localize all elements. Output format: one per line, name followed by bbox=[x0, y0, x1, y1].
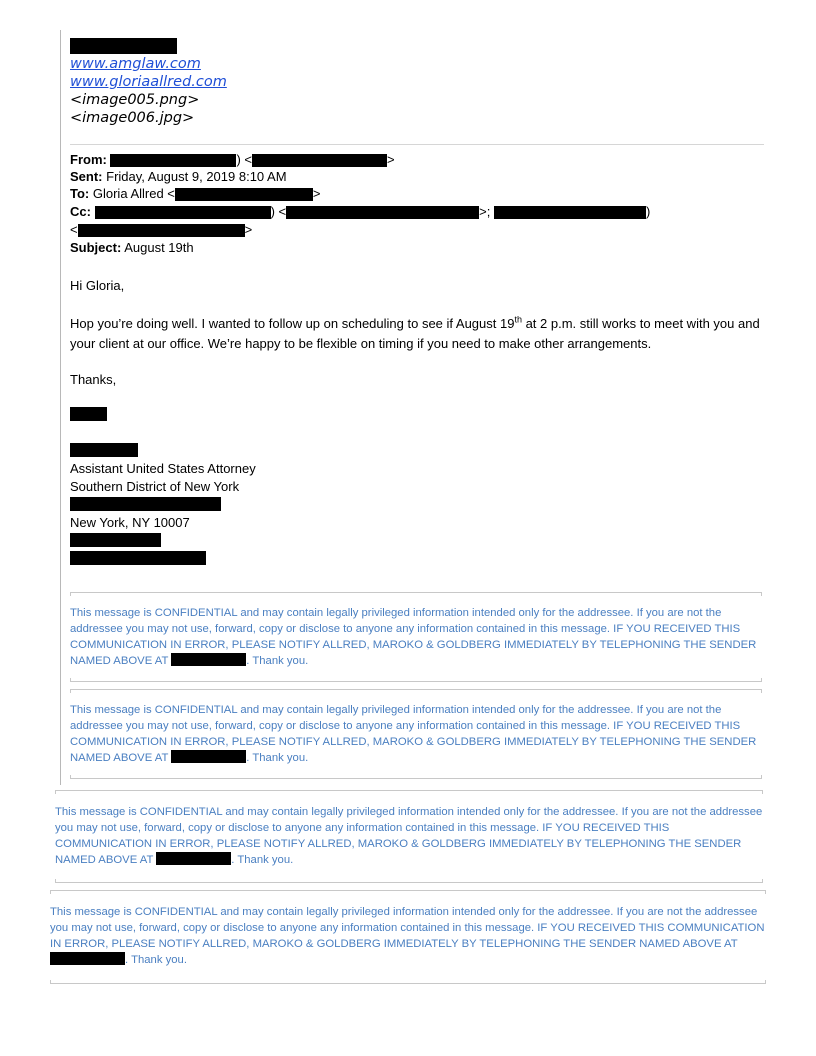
body-paragraph bbox=[70, 314, 760, 354]
redaction bbox=[70, 407, 107, 421]
to-label: To: bbox=[70, 186, 90, 201]
attachment-image006: <image006.jpg> bbox=[70, 110, 195, 126]
sent-label: Sent: bbox=[70, 169, 103, 184]
signature-title: Assistant United States Attorney bbox=[70, 461, 256, 476]
notice-top-rule bbox=[55, 790, 763, 794]
redaction bbox=[110, 154, 236, 167]
subject-label: Subject: bbox=[70, 240, 122, 255]
sent-value: Friday, August 9, 2019 8:10 AM bbox=[106, 169, 287, 184]
notice-text-main: This message is CONFIDENTIAL and may contain legally privileged information intended only for the addressee. If you are not the addressee you may not use, forward, copy or disclose to anyone any information contained in this message. IF YOU RECEIVED THIS COMMUNICATION IN ERROR, PLEASE NOTIFY ALLRED, MAROKO & GOLDBERG IMMEDIATELY BY TELEPHONING THE SENDER NAMED ABOVE AT bbox=[70, 704, 757, 764]
attachment-image005: <image005.png> bbox=[70, 92, 200, 108]
notice-text bbox=[70, 702, 762, 766]
notice-text-main: This message is CONFIDENTIAL and may contain legally privileged information intended only for the addressee. If you are not the addressee you may not use, forward, copy or disclose to anyone any information contained in this message. IF YOU RECEIVED THIS COMMUNICATION IN ERROR, PLEASE NOTIFY ALLRED, MAROKO & GOLDBERG IMMEDIATELY BY TELEPHONING THE SENDER NAMED ABOVE AT bbox=[55, 806, 763, 866]
confidentiality-notice-2 bbox=[70, 689, 762, 779]
notice-text bbox=[70, 605, 762, 669]
greeting: Hi Gloria, bbox=[70, 278, 125, 293]
signature-city: New York, NY 10007 bbox=[70, 515, 190, 530]
signature-office: Southern District of New York bbox=[70, 479, 240, 494]
from-line: From: ) < > bbox=[70, 152, 395, 167]
to-value: Gloria Allred < bbox=[92, 186, 175, 201]
notice-text bbox=[55, 804, 763, 868]
body-paragraph-superscript: th bbox=[514, 314, 522, 325]
redaction bbox=[494, 206, 646, 219]
confidentiality-notice-1 bbox=[70, 592, 762, 682]
redaction bbox=[70, 497, 221, 511]
sent-line bbox=[70, 168, 287, 185]
redaction bbox=[50, 952, 125, 965]
subject-value: August 19th bbox=[124, 240, 194, 255]
redaction bbox=[175, 188, 313, 201]
notice-text-main: This message is CONFIDENTIAL and may contain legally privileged information intended only for the addressee. If you are not the addressee you may not use, forward, copy or disclose to anyone any information contained in this message. IF YOU RECEIVED THIS COMMUNICATION IN ERROR, PLEASE NOTIFY ALLRED, MAROKO & GOLDBERG IMMEDIATELY BY TELEPHONING THE SENDER NAMED ABOVE AT bbox=[70, 607, 757, 667]
redaction bbox=[252, 154, 387, 167]
confidentiality-notice-4 bbox=[50, 890, 766, 984]
body-paragraph-part1: Hop you’re doing well. I wanted to follow up on scheduling to see if August 19 bbox=[70, 316, 515, 331]
redaction bbox=[95, 206, 271, 219]
notice-bottom-rule bbox=[70, 678, 762, 682]
redaction bbox=[70, 443, 138, 457]
notice-bottom-rule bbox=[70, 775, 762, 779]
redaction bbox=[171, 750, 246, 763]
redaction bbox=[70, 551, 206, 565]
redaction bbox=[171, 653, 246, 666]
notice-top-rule bbox=[70, 689, 762, 693]
from-label: From: bbox=[70, 152, 107, 167]
cc-label: Cc: bbox=[70, 204, 91, 219]
cc-line-cont: < > bbox=[70, 222, 253, 237]
notice-text-main: This message is CONFIDENTIAL and may contain legally privileged information intended only for the addressee. If you are not the addressee you may not use, forward, copy or disclose to anyone any information contained in this message. IF YOU RECEIVED THIS COMMUNICATION IN ERROR, PLEASE NOTIFY ALLRED, MAROKO & GOLDBERG IMMEDIATELY BY TELEPHONING THE SENDER NAMED ABOVE AT bbox=[50, 906, 765, 950]
body-paragraph-part2: at 2 p.m. still works to meet with you and your client at our office. We’re happy to be flexible on timing if you need to make other arrangements. bbox=[70, 316, 760, 351]
redaction bbox=[286, 206, 479, 219]
header-separator bbox=[70, 144, 764, 145]
confidentiality-notice-3 bbox=[55, 790, 763, 883]
notice-top-rule bbox=[50, 890, 766, 894]
cc-line: Cc: ) < >; ) bbox=[70, 204, 651, 219]
redaction bbox=[70, 38, 177, 54]
notice-text-end: . Thank you. bbox=[231, 854, 294, 866]
notice-bottom-rule bbox=[50, 980, 766, 984]
notice-bottom-rule bbox=[55, 879, 763, 883]
redaction bbox=[156, 852, 231, 865]
redaction bbox=[70, 533, 161, 547]
to-line: To: Gloria Allred < > bbox=[70, 186, 321, 201]
gloriaallred-link[interactable]: www.gloriaallred.com bbox=[70, 74, 227, 90]
notice-top-rule bbox=[70, 592, 762, 596]
redaction bbox=[78, 224, 245, 237]
notice-text-end: . Thank you. bbox=[246, 752, 309, 764]
notice-text-end: . Thank you. bbox=[125, 954, 187, 966]
notice-text-end: . Thank you. bbox=[246, 655, 309, 667]
subject-line bbox=[70, 239, 194, 256]
notice-text bbox=[50, 904, 766, 968]
thread-quote-rule-outer bbox=[60, 30, 61, 785]
closing: Thanks, bbox=[70, 372, 117, 387]
amglaw-link[interactable]: www.amglaw.com bbox=[70, 56, 201, 72]
